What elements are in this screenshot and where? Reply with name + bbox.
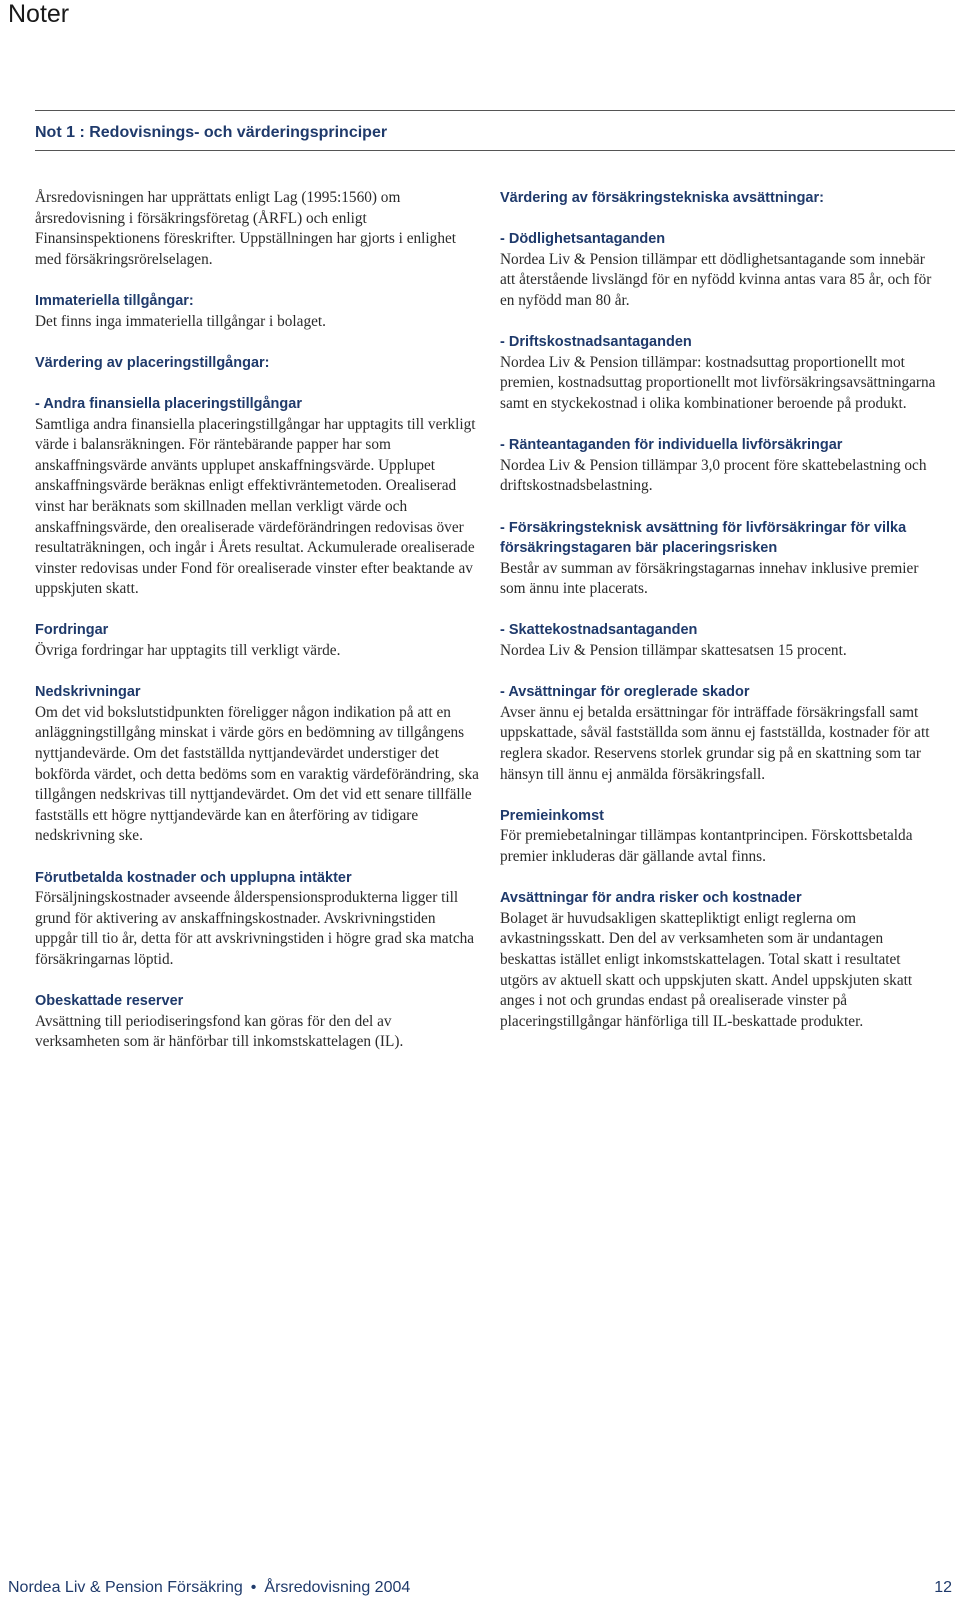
untaxed-reserves-heading: Obeskattade reserver — [35, 993, 184, 1010]
untaxed-reserves-text: Avsättning till periodiseringsfond kan göras för den del av verksamheten som är hänförbar till inkomstskattelagen (IL). — [35, 1012, 404, 1051]
footer-left — [8, 1579, 410, 1597]
top-divider — [35, 110, 955, 111]
intro-paragraph: Årsredovisningen har upprättats enligt Lag (1995:1560) om årsredovisning i försäkringsföretag (ÅRFL) och enligt Finansinspektionens föreskrifter. Uppställningen har gjorts i enlighet med försäkringsrörelselagen. — [35, 189, 457, 268]
other-assets-text: Samtliga andra finansiella placeringstillgångar har upptagits till verkligt värde i balansräkningen. För räntebärande papper har som anskaffningsvärde använts upplupet anskaffningsvärde. Upplupet anskaffningsvärde beräknas enligt effektivräntemetoden. Orealiserad vinst har beräknats som skillnaden mellan verkligt värde och anskaffningsvärde, den orealiserade värdeförändringen redovisas över resultaträkningen, och ingår i Årets resultat. Ackumulerade orealiserade vinster redovisas under Fond för orealiserade vinster efter beaktande av uppskjuten skatt. — [35, 415, 476, 598]
footer-report: Årsredovisning 2004 — [264, 1579, 411, 1596]
heading-divider — [35, 150, 955, 151]
footer-separator: • — [250, 1579, 257, 1596]
immaterial-text: Det finns inga immateriella tillgångar i bolaget. — [35, 312, 326, 330]
receivables-text: Övriga fordringar har upptagits till verkligt värde. — [35, 642, 341, 660]
unit-linked-provision-heading: - Försäkringsteknisk avsättning för livförsäkringar för vilka försäkringstagaren bär placeringsrisken — [500, 519, 907, 557]
operating-costs-heading: - Driftskostnadsantaganden — [500, 334, 692, 351]
other-assets-heading: - Andra finansiella placeringstillgångar — [35, 395, 302, 412]
claims-text: Avser ännu ej betalda ersättningar för inträffade försäkringsfall samt uppskattade, såväl fastställda som ännu ej fastställda, kostnader för att reglera skador. Reservens storlek grundar sig på en skattning som tar hänsyn till ännu ej anmälda försäkringsfall. — [500, 703, 930, 783]
writedowns-text: Om det vid bokslutstidpunkten föreligger någon indikation på att en anläggningstillgång minskat i värde görs en bedömning av tillgångens nyttjandevärde. Om det fastställda nyttjandevärdet understiger det bokförda värdet, och detta bedöms som en varaktig värdeförändring, ska tillgången nedskrivas till nyttjandevärdet. Om det vid ett senare tillfälle fastställs ett högre nyttjandevärde kan en återföring av tidigare nedskrivning ske. — [35, 703, 479, 845]
immaterial-heading: Immateriella tillgångar: — [35, 292, 194, 309]
prepaid-heading: Förutbetalda kostnader och upplupna intäkter — [35, 869, 352, 886]
technical-provisions-heading: Värdering av försäkringstekniska avsättningar: — [500, 190, 824, 206]
writedowns-heading: Nedskrivningar — [35, 684, 141, 701]
tax-heading: - Skattekostnadsantaganden — [500, 622, 698, 639]
interest-text: Nordea Liv & Pension tillämpar 3,0 procent före skattebelastning och driftskostnadsbelastning. — [500, 456, 927, 495]
right-column — [500, 188, 940, 1032]
prepaid-text: Försäljningskostnader avseende ålderspensionsprodukterna ligger till grund för aktivering av anskaffningskostnader. Avskrivningstiden uppgår till tio år, detta för att avskrivningstiden i högre grad ska matcha försäkringarnas löptid. — [35, 889, 475, 968]
premium-heading: Premieinkomst — [500, 807, 604, 824]
page-footer — [8, 1579, 952, 1597]
tax-text: Nordea Liv & Pension tillämpar skattesatsen 15 procent. — [500, 642, 847, 660]
footer-company: Nordea Liv & Pension Försäkring — [8, 1579, 243, 1596]
page-number: 12 — [934, 1579, 952, 1596]
premium-text: För premiebetalningar tillämpas kontantprincipen. Förskottsbetalda premier inkluderas där gällande avtal finns. — [500, 827, 913, 865]
left-column — [35, 188, 480, 1053]
unit-linked-provision-text: Består av summan av försäkringstagarnas innehav inklusive premier som ännu inte placerats. — [500, 559, 919, 598]
mortality-heading: - Dödlighetsantaganden — [500, 231, 666, 248]
claims-heading: - Avsättningar för oreglerade skador — [500, 684, 750, 701]
other-risks-heading: Avsättningar för andra risker och kostnader — [500, 890, 802, 907]
receivables-heading: Fordringar — [35, 622, 109, 639]
other-risks-text: Bolaget är huvudsakligen skattepliktigt enligt reglerna om avkastningsskatt. Den del av verksamheten som är undantagen beskattas istället enligt inkomstskattelagen. Total skatt i resultatet utgörs av aktuell skatt och uppskjuten skatt. Andel uppskjuten skatt anges i not och grundas endast på orealiserade vinster på placeringstillgångar hänförliga till IL-beskattade produkter. — [500, 909, 913, 1030]
mortality-text: Nordea Liv & Pension tillämpar ett dödlighetsantagande som innebär att återstående livslängd för en nyfödd kvinna antas vara 85 år, och för en nyfödd man 80 år. — [500, 250, 932, 309]
operating-costs-text: Nordea Liv & Pension tillämpar: kostnadsuttag proportionellt mot premien, kostnadsuttag proportionellt mot livförsäkringsavsättningarna samt en styckekostnad i olika kombinationer beroende på produkt. — [500, 353, 936, 412]
note-heading: Not 1 : Redovisnings- och värderingsprinciper — [35, 124, 388, 141]
interest-heading: - Ränteantaganden för individuella livförsäkringar — [500, 437, 843, 454]
page-title: Noter — [8, 0, 70, 28]
valuation-heading: Värdering av placeringstillgångar: — [35, 354, 270, 371]
